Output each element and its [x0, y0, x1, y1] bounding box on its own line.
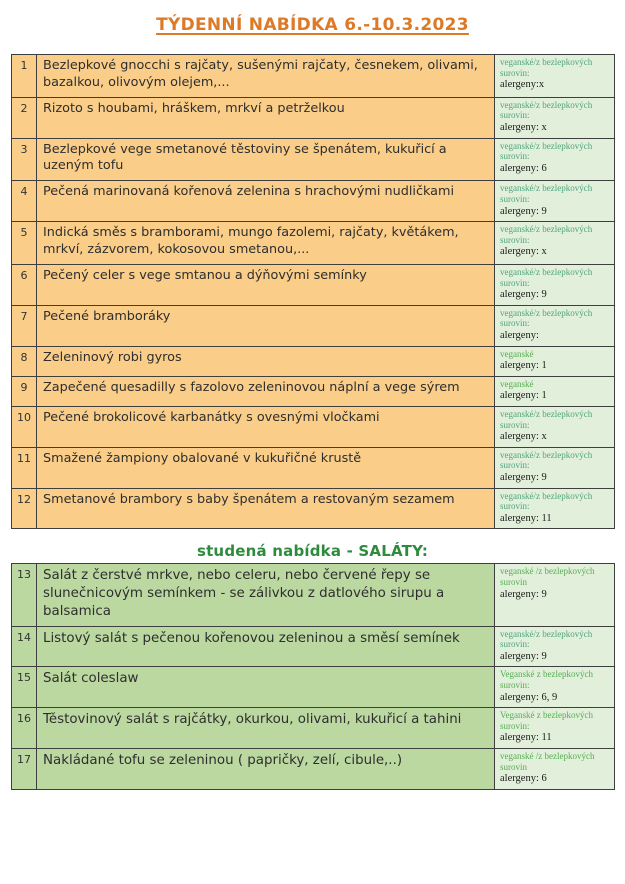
row-number: 12	[12, 488, 37, 529]
dish-description: Smetanové brambory s baby špenátem a restovaným sezamem	[37, 488, 495, 529]
row-number: 16	[12, 708, 37, 749]
menu-row	[12, 97, 615, 138]
diet-label: veganské/z bezlepkových surovin:	[500, 266, 593, 288]
row-number: 17	[12, 748, 37, 789]
menu-row	[12, 346, 615, 376]
diet-label: veganské/z bezlepkových surovin:	[500, 490, 593, 512]
menu-row	[12, 138, 615, 181]
menu-row	[12, 376, 615, 406]
dish-description: Bezlepkové vege smetanové těstoviny se špenátem, kukuřicí a uzeným tofu	[37, 138, 495, 181]
diet-info-cell	[495, 708, 615, 749]
diet-label: Veganské z bezlepkových surovin:	[500, 669, 593, 690]
menu-row	[12, 626, 615, 667]
allergens-text: alergeny: 6, 9	[500, 691, 558, 703]
diet-label: veganské/z bezlepkových surovin:	[500, 449, 593, 471]
dish-description: Pečené bramboráky	[37, 305, 495, 346]
salads-section-title: studená nabídka - SALÁTY:	[196, 542, 429, 561]
menu-row	[12, 181, 615, 222]
dish-description: Těstovinový salát s rajčátky, okurkou, olivami, kukuřicí a tahini	[37, 708, 495, 749]
diet-info-cell	[495, 264, 615, 305]
dish-description: Zapečené quesadilly s fazolovo zeleninovou náplní a vege sýrem	[37, 376, 495, 406]
page-title: TÝDENNÍ NABÍDKA 6.-10.3.2023	[156, 15, 469, 35]
menu-row	[12, 407, 615, 448]
dish-description: Zeleninový robi gyros	[37, 346, 495, 376]
diet-label: veganské/z bezlepkových surovin:	[500, 224, 593, 245]
diet-info-cell	[495, 626, 615, 667]
allergens-text: alergeny: x	[500, 246, 547, 258]
row-number: 3	[12, 138, 37, 181]
allergens-text: alergeny: x	[500, 431, 547, 443]
diet-label: veganské/z bezlepkových surovin:	[500, 183, 593, 204]
allergens-text: alergeny: 9	[500, 289, 547, 301]
dish-description: Nakládané tofu se zeleninou ( papričky, zelí, cibule,..)	[37, 748, 495, 789]
menu-row	[12, 564, 615, 626]
diet-info-cell	[495, 748, 615, 789]
menu-row	[12, 748, 615, 789]
diet-info-cell	[495, 222, 615, 265]
dish-description: Rizoto s houbami, hráškem, mrkví a petrželkou	[37, 97, 495, 138]
diet-label: veganské /z bezlepkových surovin	[500, 750, 595, 772]
row-number: 11	[12, 447, 37, 488]
allergens-text: alergeny: 9	[500, 205, 547, 217]
diet-info-cell	[495, 376, 615, 406]
dish-description: Listový salát s pečenou kořenovou zeleninou a směsí semínek	[37, 626, 495, 667]
diet-label: veganské /z bezlepkových surovin	[500, 566, 595, 588]
weekly-menu-rows	[12, 55, 615, 529]
row-number: 9	[12, 376, 37, 406]
diet-info-cell	[495, 407, 615, 448]
diet-info-cell	[495, 667, 615, 708]
allergens-text: alergeny: x	[500, 122, 547, 133]
salads-table	[11, 563, 615, 789]
menu-row	[12, 55, 615, 98]
diet-label: veganské	[500, 348, 534, 359]
row-number: 8	[12, 346, 37, 376]
row-number: 2	[12, 97, 37, 138]
row-number: 10	[12, 407, 37, 448]
diet-info-cell	[495, 305, 615, 346]
allergens-text: alergeny: 9	[500, 588, 547, 600]
menu-row	[12, 708, 615, 749]
diet-info-cell	[495, 346, 615, 376]
weekly-menu-table	[11, 54, 615, 529]
diet-label: veganské/z bezlepkových surovin:	[500, 99, 593, 121]
diet-label: veganské/z bezlepkových surovin:	[500, 140, 593, 162]
dish-description: Indická směs s bramborami, mungo fazolemi, rajčaty, květákem, mrkví, zázvorem, kokosovou smetanou,...	[37, 222, 495, 265]
allergens-text: alergeny:x	[500, 79, 545, 91]
row-number: 5	[12, 222, 37, 265]
dish-description: Salát coleslaw	[37, 667, 495, 708]
diet-info-cell	[495, 181, 615, 222]
allergens-text: alergeny: 1	[500, 360, 547, 372]
allergens-text: alergeny: 11	[500, 732, 552, 744]
menu-row	[12, 222, 615, 265]
diet-info-cell	[495, 488, 615, 529]
menu-row	[12, 305, 615, 346]
diet-label: veganské/z bezlepkových surovin:	[500, 307, 593, 329]
diet-label: Veganské z bezlepkových surovin:	[500, 710, 593, 731]
dish-description: Bezlepkové gnocchi s rajčaty, sušenými rajčaty, česnekem, olivami, bazalkou, olivovým olejem,...	[37, 55, 495, 98]
row-number: 6	[12, 264, 37, 305]
allergens-text: alergeny: 9	[500, 472, 547, 484]
diet-info-cell	[495, 97, 615, 138]
salads-rows	[12, 564, 615, 789]
diet-label: veganské/z bezlepkových surovin:	[500, 409, 593, 430]
allergens-text: alergeny: 6	[500, 162, 547, 174]
dish-description: Pečený celer s vege smtanou a dýňovými semínky	[37, 264, 495, 305]
row-number: 14	[12, 626, 37, 667]
allergens-text: alergeny:	[500, 330, 539, 341]
allergens-text: alergeny: 9	[500, 650, 547, 662]
row-number: 7	[12, 305, 37, 346]
diet-info-cell	[495, 447, 615, 488]
dish-description: Salát z čerstvé mrkve, nebo celeru, nebo červené řepy se slunečnicovým semínkem - se zálivkou z datlového sirupu a balsamica	[37, 564, 495, 626]
diet-info-cell	[495, 138, 615, 181]
diet-label: veganské/z bezlepkových surovin:	[500, 628, 593, 650]
menu-row	[12, 264, 615, 305]
row-number: 4	[12, 181, 37, 222]
dish-description: Smažené žampiony obalované v kukuřičné krustě	[37, 447, 495, 488]
row-number: 15	[12, 667, 37, 708]
diet-label: veganské	[500, 378, 534, 389]
row-number: 13	[12, 564, 37, 626]
row-number: 1	[12, 55, 37, 98]
allergens-text: alergeny: 1	[500, 390, 547, 402]
menu-row	[12, 447, 615, 488]
allergens-text: alergeny: 11	[500, 512, 552, 524]
diet-info-cell	[495, 564, 615, 626]
menu-row	[12, 488, 615, 529]
menu-row	[12, 667, 615, 708]
diet-label: veganské/z bezlepkových surovin:	[500, 57, 593, 78]
dish-description: Pečená marinovaná kořenová zelenina s hrachovými nudličkami	[37, 181, 495, 222]
dish-description: Pečené brokolicové karbanátky s ovesnými vločkami	[37, 407, 495, 448]
allergens-text: alergeny: 6	[500, 773, 547, 785]
diet-info-cell	[495, 55, 615, 98]
